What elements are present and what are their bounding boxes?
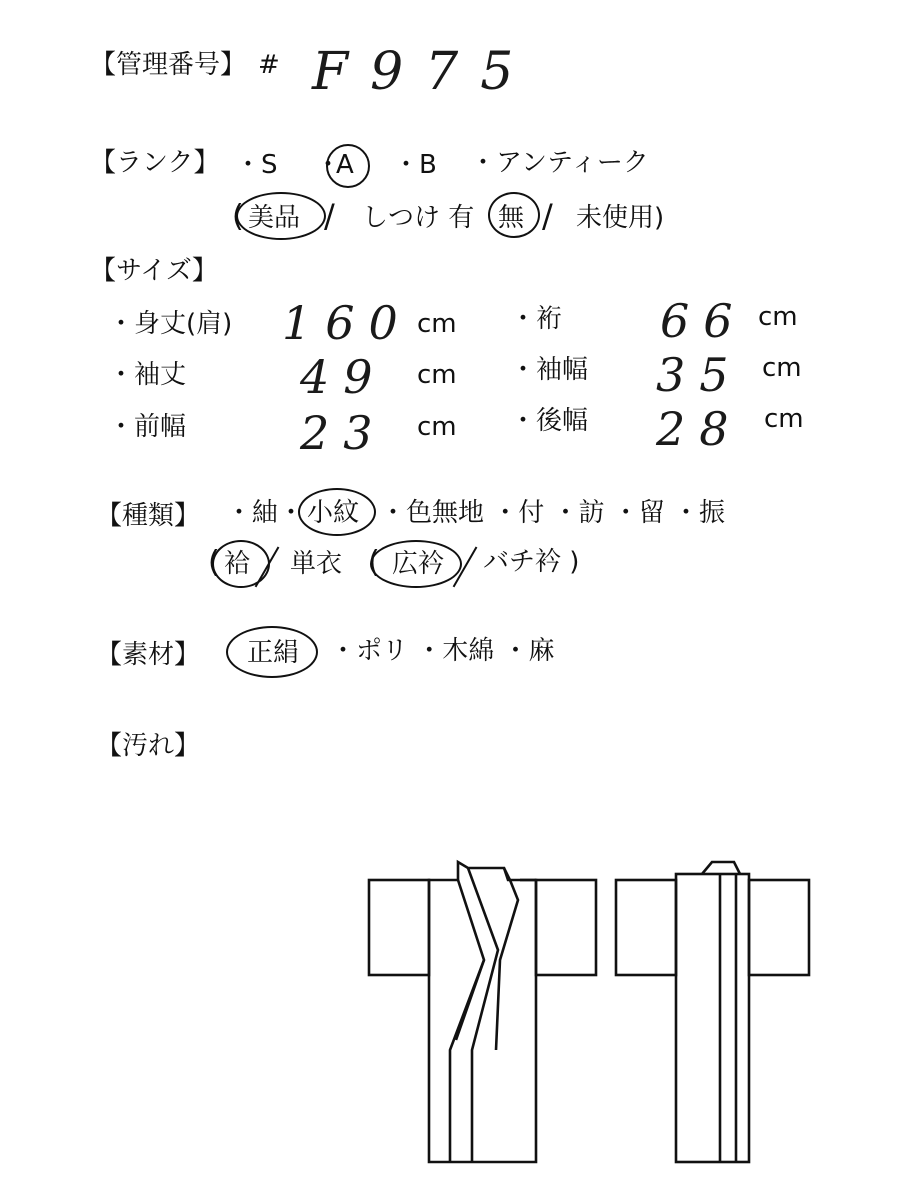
condition-shitsuke: しつけ 有 xyxy=(362,203,475,233)
size-label: 【サイズ】 xyxy=(90,256,218,286)
rank-option-antique: ・アンティーク xyxy=(470,148,649,178)
kimono-front-icon xyxy=(369,862,596,1162)
condition-slash-2: / xyxy=(542,197,553,235)
size-row-2-left-label: ・袖丈 xyxy=(108,360,187,390)
rank-option-s: ・S xyxy=(235,150,278,180)
condition-unused: 未使用) xyxy=(576,203,665,233)
condition-open-paren: ( xyxy=(232,199,244,234)
rank-option-a-dot: ・ xyxy=(315,150,342,180)
size-row-1-left-unit: cm xyxy=(417,309,457,339)
type-hitoe: 単衣 xyxy=(290,549,343,579)
size-row-3-right-label: ・後幅 xyxy=(510,406,589,436)
size-row-2-right-unit: cm xyxy=(762,353,802,383)
size-row-3-left-label: ・前幅 xyxy=(108,412,187,442)
size-row-1-right-label: ・裄 xyxy=(510,304,563,334)
size-row-2-left-unit: cm xyxy=(417,360,457,390)
type-tsumugi: ・紬・ xyxy=(226,498,305,528)
size-row-1-right-unit: cm xyxy=(758,302,798,332)
type-open-paren-2: ( xyxy=(368,545,380,580)
rank-option-b: ・B xyxy=(393,150,437,180)
size-row-3-left-value: 23 xyxy=(300,406,387,460)
condition-none: 無 xyxy=(498,203,525,233)
condition-beauty: 美品 xyxy=(248,203,301,233)
size-row-3-right-unit: cm xyxy=(764,404,804,434)
size-row-1-left-label: ・身丈(肩) xyxy=(108,309,233,339)
size-row-3-left-unit: cm xyxy=(417,412,457,442)
type-bachieri: バチ衿 ) xyxy=(483,547,580,577)
hash-sign: # xyxy=(258,50,280,80)
kimono-back-icon xyxy=(616,862,809,1162)
rank-option-a: A xyxy=(336,150,354,180)
size-row-2-right-value: 35 xyxy=(656,348,743,402)
material-others: ・ポリ ・木綿 ・麻 xyxy=(330,636,555,666)
type-label: 【種類】 xyxy=(96,501,201,531)
stain-label: 【汚れ】 xyxy=(96,731,201,761)
type-others: ・色無地 ・付 ・訪 ・留 ・振 xyxy=(380,498,726,528)
size-row-1-left-value: 160 xyxy=(282,296,412,350)
rank-label: 【ランク】 xyxy=(90,148,220,178)
size-row-2-right-label: ・袖幅 xyxy=(510,355,589,385)
type-awase: 袷 xyxy=(224,549,251,579)
size-row-1-right-value: 66 xyxy=(660,294,747,348)
type-open-paren: ( xyxy=(208,545,220,580)
material-label: 【素材】 xyxy=(96,640,201,670)
size-row-2-left-value: 49 xyxy=(300,350,387,404)
type-komon: 小紋 xyxy=(307,498,360,528)
material-shoken: 正絹 xyxy=(247,638,300,668)
condition-slash: / xyxy=(324,197,335,235)
size-row-3-right-value: 28 xyxy=(656,402,743,456)
management-number-label: 【管理番号】 xyxy=(90,50,247,80)
type-hiroeri: 広衿 xyxy=(392,549,445,579)
management-number-value: F975 xyxy=(312,42,536,102)
